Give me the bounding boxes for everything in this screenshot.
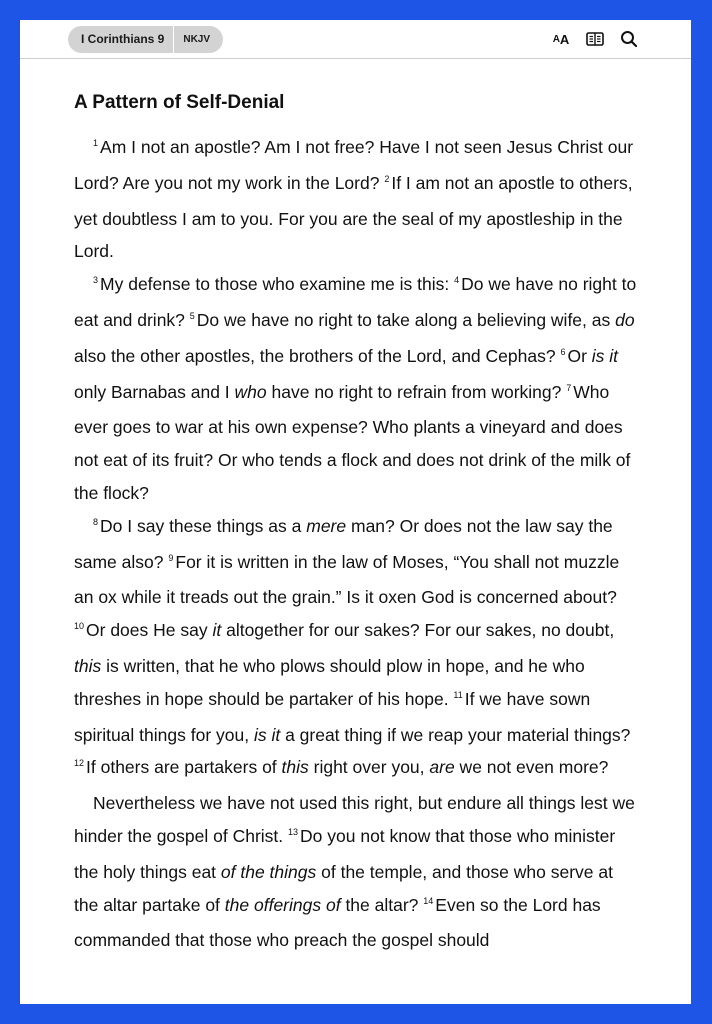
verse-text: Do we have no right to take along a believing wife, as [196,309,616,330]
version-button[interactable]: NKJV [183,34,211,45]
verse-text: is written, that he who plows should plow in hope, and he who threshes in hope should be partaker of his hope. [74,655,585,709]
verse-number: 1 [93,138,99,148]
passage-selector [68,26,223,53]
passage-text [74,131,640,957]
verse-text: Or does He say [86,620,213,641]
italic-text: this [281,757,309,778]
paragraph [74,268,640,510]
search-icon[interactable] [619,29,639,49]
italic-text: who [234,381,267,402]
verse-text: only Barnabas and I [74,381,235,402]
verse-number: 2 [384,173,390,184]
verse-text: Am I not an apostle? Am I not free? Have I not seen Jesus Christ our Lord? Are you not my work in the Lord? [74,137,634,193]
verse-text: right over you, [308,757,430,778]
italic-text: is it [253,724,281,745]
paragraph [74,131,640,268]
verse-number: 5 [189,310,195,321]
top-toolbar [20,20,691,59]
verse-number: 8 [93,516,99,527]
verse-text: Or [567,345,592,366]
verse-number: 6 [560,346,566,357]
verse-text: Who ever goes to war at his own expense? Who plants a vineyard and does not eat of its fruit? Or who tends a flock and does not drink of the milk of the flock? [74,381,631,503]
verse-text: of the temple, and those who serve at the altar partake of [74,861,613,915]
app-frame [20,20,691,1004]
book-chapter-button[interactable]: I Corinthians 9 [68,26,174,53]
section-heading: A Pattern of Self-Denial [74,92,285,113]
italic-text: is it [591,345,619,366]
verse-text: have no right to refrain from working? [266,381,567,402]
verse-text: If I am not an apostle to others, yet doubtless I am to you. For you are the seal of my apostleship in the Lord. [74,172,633,262]
verse-text: If we have sown spiritual things for you, [74,688,591,745]
paragraph [74,787,640,957]
paragraph [74,510,640,787]
verse-text: Even so the Lord has commanded that those who preach the gospel should [74,894,601,951]
verse-text: For it is written in the law of Moses, “You shall not muzzle an ox while it treads out the grain.” Is it oxen God is concerned about? [74,551,620,608]
verse-number: 14 [423,895,434,906]
verse-text: the altar? [340,894,424,915]
italic-text: do [615,309,635,330]
italic-text: it [212,620,222,641]
text-size-icon[interactable]: A A [552,31,570,47]
verse-text: Do I say these things as a [100,515,307,536]
verse-text: man? Or does not the law say the same also? [74,515,613,572]
verse-text: altogether for our sakes? For our sakes, no doubt, [221,620,615,641]
verse-text: we not even more? [454,757,609,778]
verse-number: 13 [288,826,299,837]
verse-number: 3 [93,275,99,286]
italic-text: the offerings of [224,894,341,915]
reading-pane [74,88,640,957]
verse-number: 9 [168,552,174,563]
italic-text: mere [306,515,347,536]
italic-text: of the things [220,861,317,882]
verse-number: 4 [454,275,460,286]
verse-text: If others are partakers of [86,757,282,778]
verse-number: 11 [453,689,463,700]
verse-text: Do we have no right to eat and drink? [74,274,637,330]
verse-text: Nevertheless we have not used this right, but endure all things lest we hinder the gospel of Christ. [74,793,635,846]
verse-text: a great thing if we reap your material things? [280,724,631,745]
verse-number: 10 [74,621,85,632]
toolbar-icons [551,29,639,49]
verse-text: My defense to those who examine me is this: [100,274,455,295]
verse-text: also the other apostles, the brothers of the Lord, and Cephas? [74,345,561,366]
italic-text: are [429,757,455,778]
italic-text: this [74,655,102,676]
verse-number: 7 [566,382,572,393]
verse-text: Do you not know that those who minister the holy things eat [74,825,616,882]
book-icon[interactable] [585,29,605,49]
verse-number: 12 [74,758,85,769]
